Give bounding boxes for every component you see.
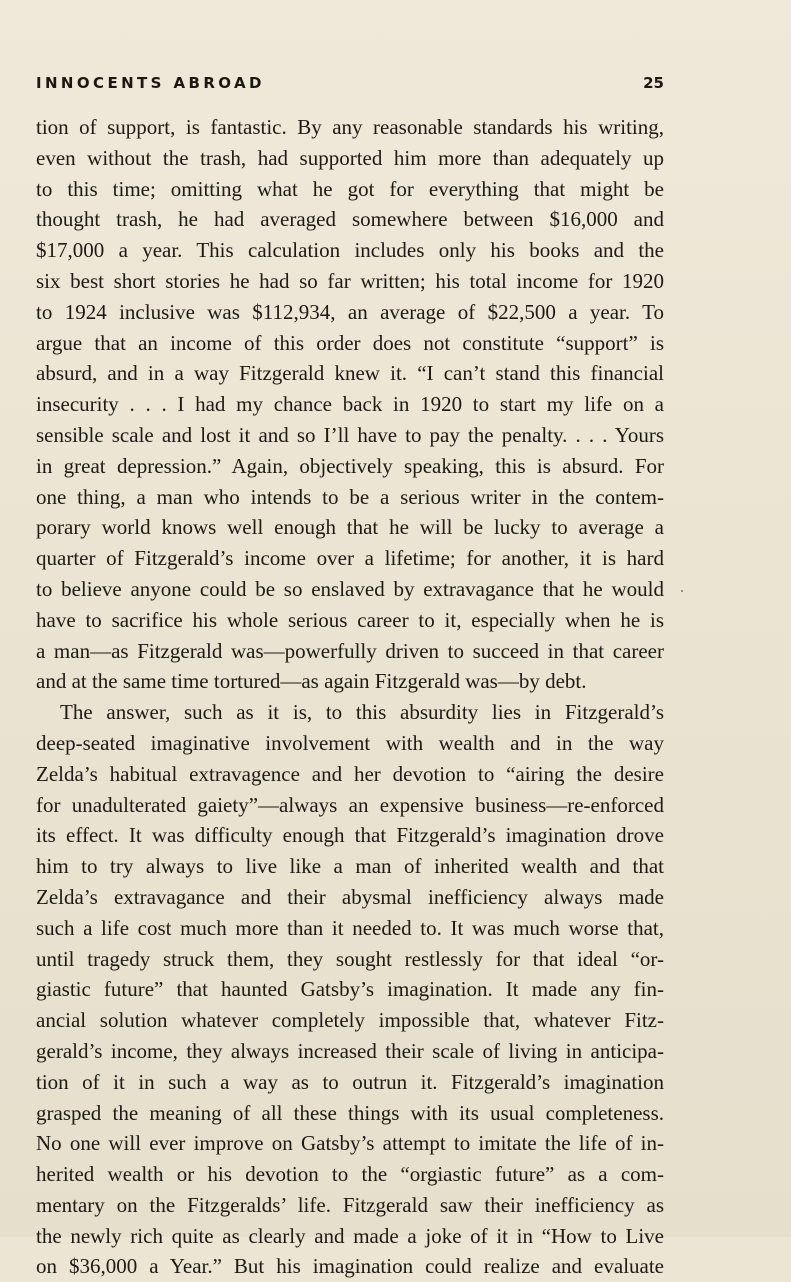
text-line: have to sacrifice his whole serious career to it, especially when he is (36, 607, 664, 632)
text-line: him to try always to live like a man of inherited wealth and that (36, 854, 664, 879)
text-line: thought trash, he had averaged somewhere between $16,000 and (36, 207, 664, 232)
text-line: to believe anyone could be so enslaved by extravagance that he would (36, 576, 664, 601)
text-line: its effect. It was difficulty enough that Fitzgerald’s imagination drove (36, 823, 664, 848)
text-line: giastic future” that haunted Gatsby’s imagination. It made any fin- (36, 977, 664, 1002)
margin-speck (681, 590, 683, 592)
text-line: porary world knows well enough that he will be lucky to average a (36, 515, 664, 540)
text-line: herited wealth or his devotion to the “orgiastic future” as a com- (36, 1162, 664, 1187)
text-line: $17,000 a year. This calculation includes only his books and the (36, 238, 664, 263)
running-title: INNOCENTS ABROAD (36, 74, 265, 92)
text-line: absurd, and in a way Fitzgerald knew it. “I can’t stand this financial (36, 361, 664, 386)
text-line: on $36,000 a Year.” But his imagination could realize and evaluate (36, 1254, 664, 1279)
text-line: such a life cost much more than it needed to. It was much worse that, (36, 915, 664, 940)
text-line: the newly rich quite as clearly and made a joke of it in “How to Live (36, 1223, 664, 1248)
text-line: sensible scale and lost it and so I’ll have to pay the penalty. . . . Yours (36, 422, 664, 447)
text-line: until tragedy struck them, they sought restlessly for that ideal “or- (36, 946, 664, 971)
text-line: Zelda’s extravagance and their abysmal inefficiency always made (36, 884, 664, 909)
text-line: one thing, a man who intends to be a serious writer in the contem- (36, 484, 664, 509)
text-line: in great depression.” Again, objectively speaking, this is absurd. For (36, 453, 664, 478)
text-line: a man—as Fitzgerald was—powerfully driven to succeed in that career (36, 638, 664, 663)
text-line: The answer, such as it is, to this absurdity lies in Fitzgerald’s (60, 700, 664, 725)
text-line: insecurity . . . I had my chance back in 1920 to start my life on a (36, 392, 664, 417)
text-line: Zelda’s habitual extravagence and her devotion to “airing the desire (36, 761, 664, 786)
text-line: tion of it in such a way as to outrun it. Fitzgerald’s imagination (36, 1069, 664, 1094)
text-line: and at the same time tortured—as again Fitzgerald was—by debt. (36, 669, 587, 694)
text-line: for unadulterated gaiety”—always an expensive business—re-enforced (36, 792, 664, 817)
text-line: quarter of Fitzgerald’s income over a lifetime; for another, it is hard (36, 546, 664, 571)
text-line: tion of support, is fantastic. By any reasonable standards his writing, (36, 115, 664, 139)
text-line: to 1924 inclusive was $112,934, an average of $22,500 a year. To (36, 299, 664, 324)
body-text (36, 112, 664, 1282)
text-line: ancial solution whatever completely impossible that, whatever Fitz- (36, 1008, 664, 1033)
text-line: even without the trash, had supported him more than adequately up (36, 145, 664, 170)
running-header (36, 74, 664, 98)
text-line: grasped the meaning of all these things with its usual completeness. (36, 1100, 664, 1125)
page-number: 25 (643, 74, 664, 92)
text-line: to this time; omitting what he got for everything that might be (36, 176, 664, 201)
text-line: No one will ever improve on Gatsby’s attempt to imitate the life of in- (36, 1131, 664, 1156)
text-line: six best short stories he had so far written; his total income for 1920 (36, 268, 664, 293)
text-line: gerald’s income, they always increased their scale of living in anticipa- (36, 1038, 664, 1063)
text-line: deep-seated imaginative involvement with wealth and in the way (36, 730, 664, 755)
text-line: argue that an income of this order does not constitute “support” is (36, 330, 664, 355)
text-line: mentary on the Fitzgeralds’ life. Fitzgerald saw their inefficiency as (36, 1192, 664, 1217)
